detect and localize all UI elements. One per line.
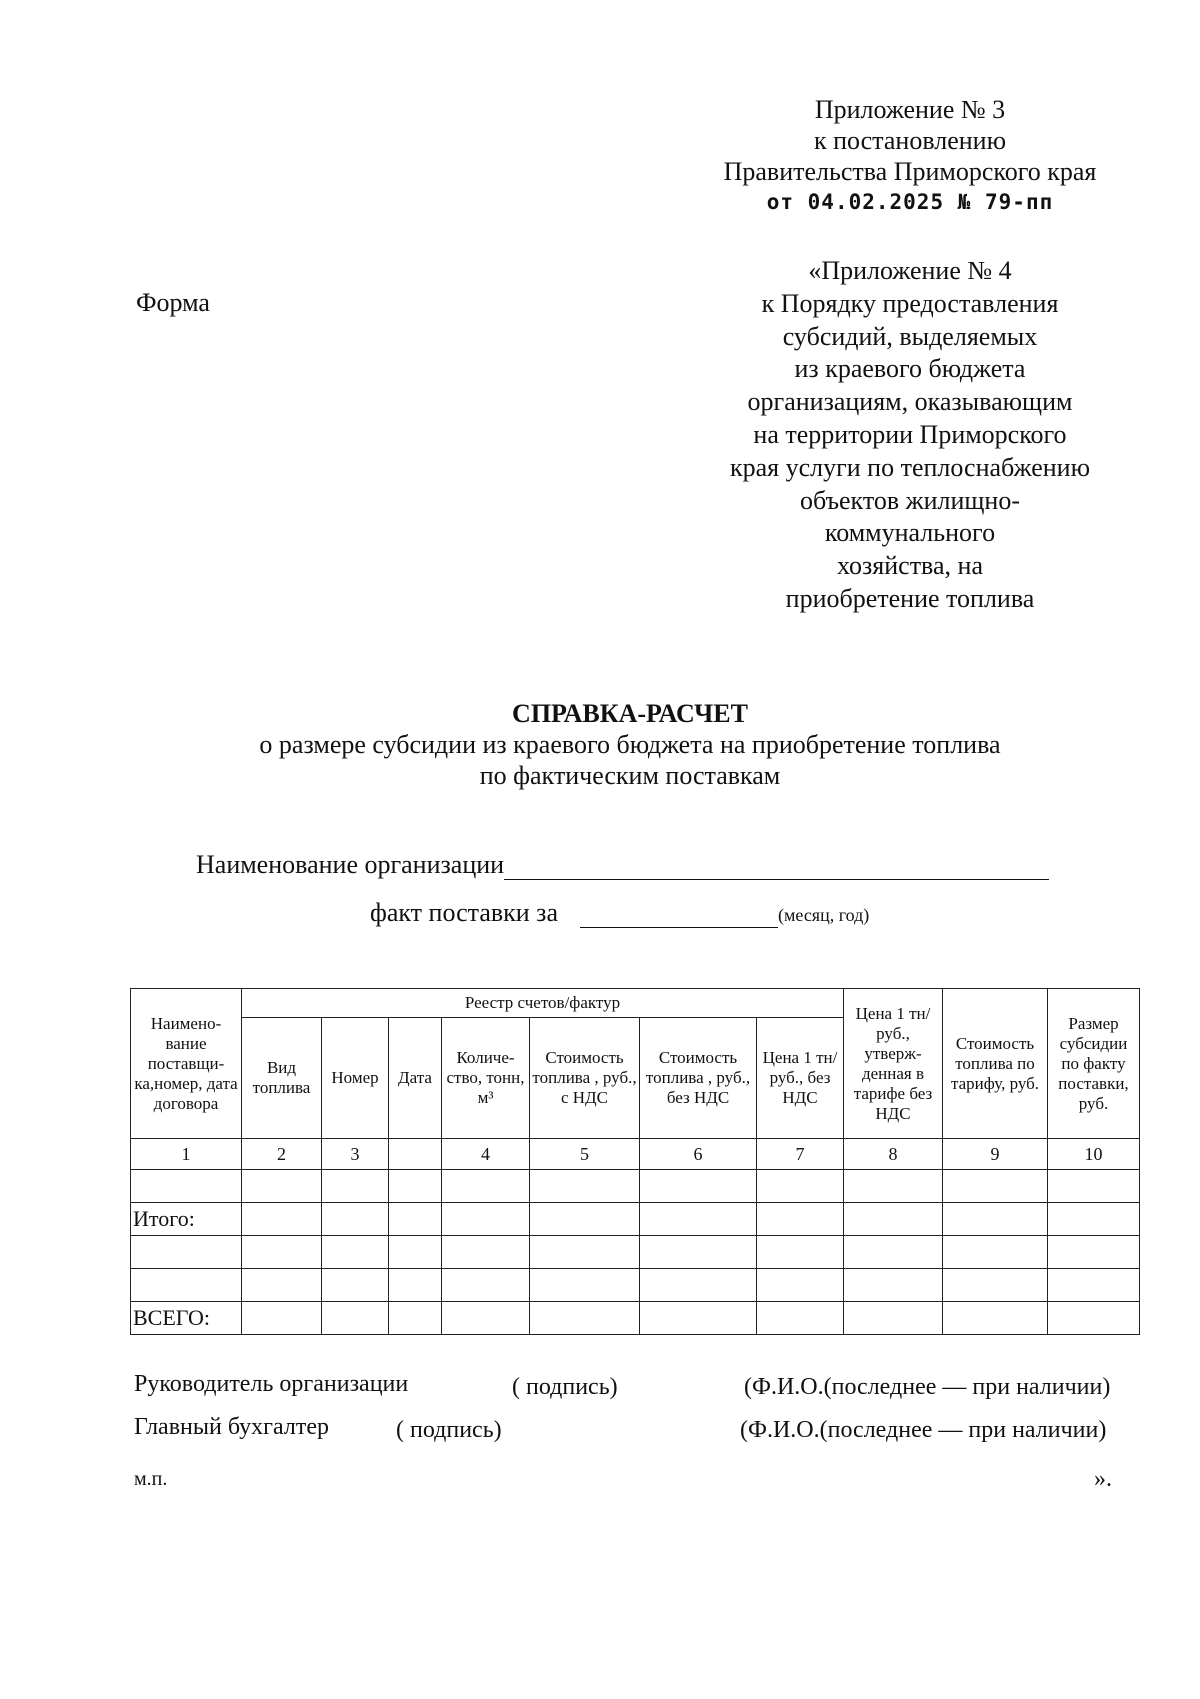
col-header-subsidy: Размер субсидии по факту поставки, руб. [1048,989,1140,1139]
table-cell[interactable] [389,1269,442,1302]
column-number: 4 [442,1139,530,1170]
annex-line: края услуги по теплоснабжению [729,452,1091,482]
table-cell[interactable] [1048,1170,1140,1203]
head-signature-label: Руководитель организации [134,1371,409,1397]
table-cell[interactable] [530,1170,640,1203]
column-number: 9 [943,1139,1048,1170]
head-fullname-field[interactable]: (Ф.И.О.(последнее — при наличии) [744,1374,1111,1400]
approval-line-2: к постановлению [813,126,1007,155]
table-cell[interactable] [1048,1236,1140,1269]
grand-total-row-label: ВСЕГО: [131,1302,242,1335]
table-cell[interactable] [844,1170,943,1203]
table-cell[interactable] [640,1269,757,1302]
stamp-place-label: м.п. [134,1468,168,1490]
col-header-cost-tariff: Стоимость топлива по тарифу, руб. [943,989,1048,1139]
table-cell[interactable] [530,1302,640,1335]
table-cell[interactable] [242,1269,322,1302]
organization-name-label: Наименование организации [196,850,505,879]
table-cell[interactable] [757,1302,844,1335]
table-cell[interactable] [442,1170,530,1203]
column-number: 1 [131,1139,242,1170]
table-cell[interactable] [242,1302,322,1335]
table-cell[interactable] [1048,1203,1140,1236]
table-cell[interactable] [844,1203,943,1236]
col-header-number: Номер [322,1018,389,1139]
table-cell[interactable] [442,1302,530,1335]
table-row [131,1269,1140,1302]
column-number: 2 [242,1139,322,1170]
delivery-period-label: факт поставки за [370,898,558,927]
table-cell[interactable] [442,1269,530,1302]
table-cell[interactable] [530,1236,640,1269]
organization-name-field[interactable] [504,855,1049,880]
table-cell[interactable] [943,1203,1048,1236]
table-cell[interactable] [131,1170,242,1203]
col-header-price-novat: Цена 1 тн/руб., без НДС [757,1018,844,1139]
delivery-period-hint: (месяц, год) [778,905,870,925]
column-number: 3 [322,1139,389,1170]
col-header-supplier: Наимено-вание поставщи-ка,номер, дата договора [131,989,242,1139]
table-cell[interactable] [844,1269,943,1302]
table-cell[interactable] [640,1236,757,1269]
table-cell[interactable] [530,1269,640,1302]
col-header-fuel-type: Вид топлива [242,1018,322,1139]
column-number: 5 [530,1139,640,1170]
table-cell[interactable] [322,1203,389,1236]
table-cell[interactable] [943,1302,1048,1335]
table-cell[interactable] [943,1236,1048,1269]
grand-total-row [131,1302,1140,1335]
table-cell[interactable] [389,1170,442,1203]
table-cell[interactable] [442,1236,530,1269]
document-title-block [100,698,1160,791]
table-cell[interactable] [131,1236,242,1269]
table-cell[interactable] [322,1269,389,1302]
table-cell[interactable] [640,1170,757,1203]
table-cell[interactable] [242,1236,322,1269]
annex-line: «Приложение № 4 [808,256,1012,285]
total-row [131,1203,1140,1236]
column-number [389,1139,442,1170]
registry-table [130,988,1140,1335]
annex-line: приобретение топлива [785,583,1035,613]
col-header-date: Дата [389,1018,442,1139]
approval-date-number: от 04.02.2025 № 79-пп [766,190,1054,214]
delivery-period-row [370,898,869,928]
table-cell[interactable] [757,1269,844,1302]
approval-block [690,94,1130,218]
delivery-period-field[interactable] [580,903,778,928]
document-subtitle-line-1: о размере субсидии из краевого бюджета на приобретение топлива [259,730,1001,759]
organization-name-row [196,850,1049,880]
table-cell[interactable] [640,1203,757,1236]
table-cell[interactable] [757,1170,844,1203]
table-cell[interactable] [442,1203,530,1236]
table-cell[interactable] [1048,1269,1140,1302]
table-cell[interactable] [757,1236,844,1269]
annex-line: из краевого бюджета [794,354,1026,384]
table-row [131,1236,1140,1269]
table-cell[interactable] [530,1203,640,1236]
table-cell[interactable] [389,1302,442,1335]
table-cell[interactable] [943,1269,1048,1302]
accountant-signature-label: Главный бухгалтер [134,1414,329,1440]
table-cell[interactable] [640,1302,757,1335]
document-subtitle-line-2: по фактическим поставкам [479,761,781,790]
approval-line-1: Приложение № 3 [814,95,1006,124]
col-header-cost-vat: Стоимость топлива , руб., с НДС [530,1018,640,1139]
total-row-label: Итого: [131,1203,242,1236]
table-cell[interactable] [322,1302,389,1335]
table-cell[interactable] [1048,1302,1140,1335]
form-label: Форма [136,288,210,317]
head-signature-field[interactable]: ( подпись) [512,1374,618,1400]
column-number: 7 [757,1139,844,1170]
table-cell[interactable] [242,1203,322,1236]
approval-line-3: Правительства Приморского края [723,157,1097,186]
table-cell[interactable] [844,1302,943,1335]
annex-line: к Порядку предоставления [761,288,1059,318]
col-header-quantity: Количе-ство, тонн, м³ [442,1018,530,1139]
closing-quote: ». [1094,1466,1112,1492]
annex-line: хозяйства, на [837,551,983,581]
annex-line: коммунального [824,518,996,548]
table-cell[interactable] [943,1170,1048,1203]
col-header-price-tariff: Цена 1 тн/руб., утверж-денная в тарифе без НДС [844,989,943,1139]
accountant-fullname-field[interactable]: (Ф.И.О.(последнее — при наличии) [740,1417,1107,1443]
col-header-cost-novat: Стоимость топлива , руб., без НДС [640,1018,757,1139]
column-number: 6 [640,1139,757,1170]
column-number: 8 [844,1139,943,1170]
column-number-row [131,1139,1140,1170]
table-cell[interactable] [322,1236,389,1269]
accountant-signature-field[interactable]: ( подпись) [396,1417,502,1443]
col-group-registry: Реестр счетов/фактур [242,989,844,1018]
document-title: СПРАВКА-РАСЧЕТ [512,699,748,728]
table-cell[interactable] [131,1269,242,1302]
table-cell[interactable] [322,1170,389,1203]
table-cell[interactable] [757,1203,844,1236]
table-cell[interactable] [389,1203,442,1236]
table-cell[interactable] [242,1170,322,1203]
column-number: 10 [1048,1139,1140,1170]
table-row [131,1170,1140,1203]
table-cell[interactable] [389,1236,442,1269]
annex-line: организациям, оказывающим [747,387,1073,417]
annex-line: объектов жилищно- [799,485,1020,515]
annex-line: субсидий, выделяемых [782,321,1038,351]
table-cell[interactable] [844,1236,943,1269]
annex-block [680,255,1140,616]
annex-line: на территории Приморского [753,419,1067,449]
